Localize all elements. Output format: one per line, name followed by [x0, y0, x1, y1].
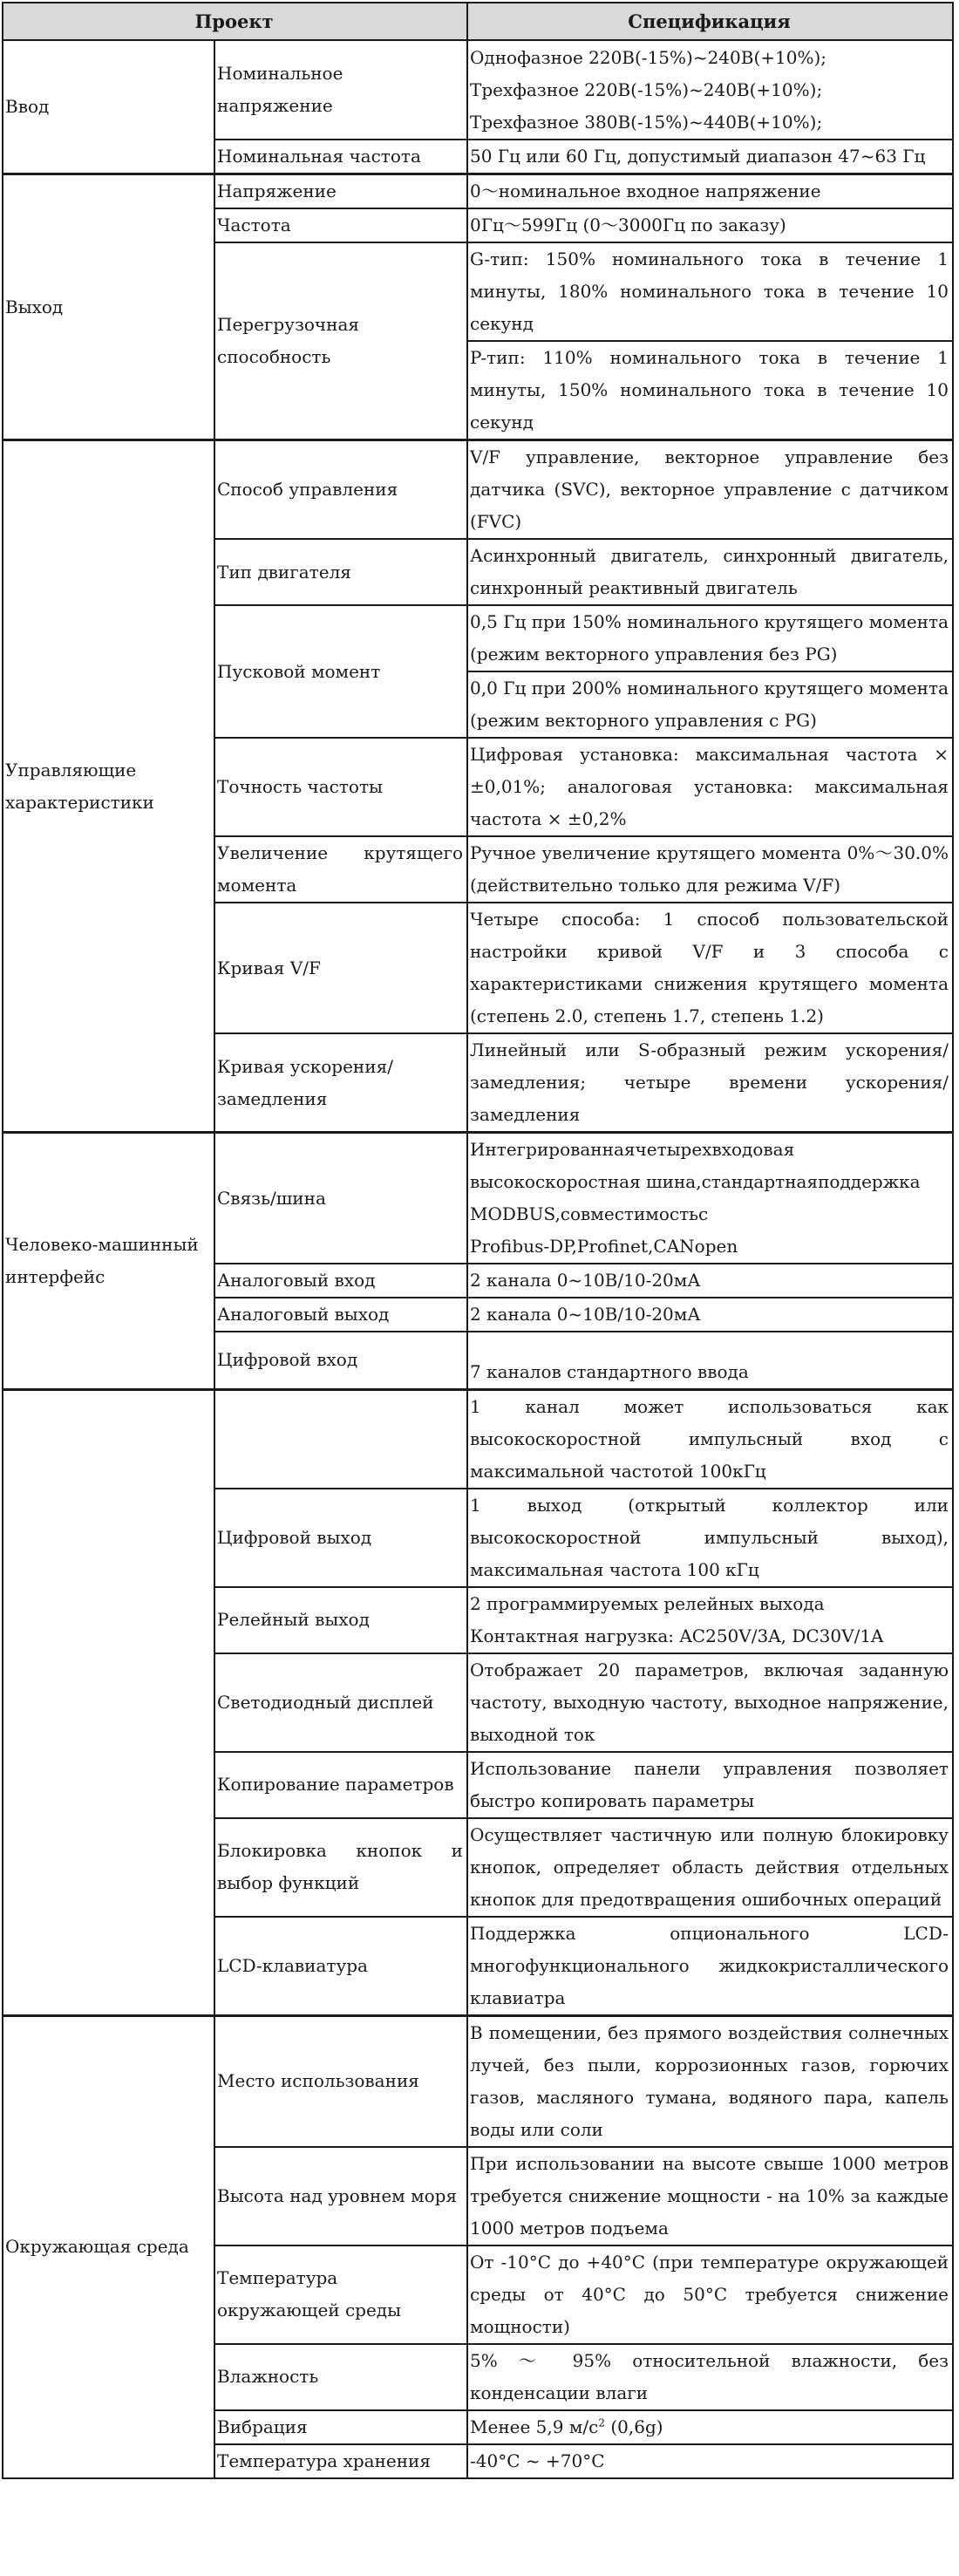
- spec-value: Отображает 20 параметров, включая заданную частоту, выходную частоту, выходное напряжение, выходной ток: [467, 1653, 953, 1752]
- item-label: [214, 1389, 467, 1489]
- spec-line: 2 программируемых релейных выхода: [470, 1592, 825, 1614]
- item-label: Высота над уровнем моря: [214, 2147, 467, 2245]
- spec-line: Трехфазное 220В(-15%)~240В(+10%);: [470, 78, 823, 100]
- spec-value: 2 канала 0~10В/10-20мА: [467, 1264, 953, 1298]
- item-label: Влажность: [214, 2344, 467, 2410]
- item-label: LCD-клавиатура: [214, 1917, 467, 2016]
- spec-value: 1 выход (открытый коллектор или высокоскоростной импульсный выход), максимальная частота 100 кГц: [467, 1489, 953, 1587]
- section-label-input: Ввод: [3, 40, 214, 174]
- spec-line: Profibus-DP,Profinet,CANopen: [470, 1236, 738, 1257]
- item-label: Блокировка кнопок и выбор функций: [214, 1818, 467, 1917]
- item-label: Аналоговый вход: [214, 1264, 467, 1298]
- spec-value: 2 канала 0~10В/10-20мА: [467, 1298, 953, 1332]
- spec-value: Использование панели управления позволяет быстро копировать параметры: [467, 1752, 953, 1818]
- spec-value: 0,5 Гц при 150% номинального крутящего момента (режим векторного управления без PG): [467, 605, 953, 671]
- item-label: Температура хранения: [214, 2444, 467, 2478]
- item-label: Копирование параметров: [214, 1752, 467, 1818]
- item-label: Светодиодный дисплей: [214, 1653, 467, 1752]
- spec-value: 7 каналов стандартного ввода: [467, 1332, 953, 1389]
- superscript: 2: [598, 2416, 605, 2429]
- spec-value: Цифровая установка: максимальная частота × ±0,01%; аналоговая установка: максимальная частота × ±0,2%: [467, 738, 953, 836]
- spec-value: 0～номинальное входное напряжение: [467, 174, 953, 209]
- spec-line: Однофазное 220В(-15%)~240В(+10%);: [470, 46, 827, 68]
- spec-value: 5% ～ 95% относительной влажности, без конденсации влаги: [467, 2344, 953, 2410]
- spec-value: [467, 1587, 953, 1653]
- spec-value: [467, 2410, 953, 2444]
- item-label: Напряжение: [214, 174, 467, 209]
- spec-value: 0Гц～599Гц (0～3000Гц по заказу): [467, 208, 953, 242]
- spec-line: Контактная нагрузка: AC250V/3A, DC30V/1A: [470, 1625, 884, 1646]
- spec-value: Ручное увеличение крутящего момента 0%～30.0% (действительно только для режима V/F): [467, 836, 953, 903]
- item-label: Тип двигателя: [214, 539, 467, 605]
- spec-line: MODBUS,совместимостьс: [470, 1203, 709, 1224]
- section-label-output: Выход: [3, 174, 214, 440]
- table-row: [3, 1133, 953, 1264]
- item-label: Увеличение крутящего момента: [214, 836, 467, 903]
- item-label: Аналоговый выход: [214, 1298, 467, 1332]
- spec-line: высокоскоростная шина,стандартнаяподдержка: [470, 1171, 921, 1192]
- item-label: Номинальное напряжение: [214, 40, 467, 140]
- spec-value: [467, 1133, 953, 1264]
- spec-line: Трехфазное 380В(-15%)~440В(+10%);: [470, 111, 823, 133]
- section-label-hmi: Человеко-машинный интерфейс: [3, 1133, 214, 1390]
- item-label: Точность частоты: [214, 738, 467, 836]
- spec-value: 1 канал может использоваться как высокоскоростной импульсный вход с максимальной частотой 100кГц: [467, 1389, 953, 1489]
- spec-value: Осуществляет частичную или полную блокировку кнопок, определяет область действия отдельных кнопок для предотвращения ошибочных операций: [467, 1818, 953, 1917]
- spec-value: Поддержка опционального LCD-многофункционального жидкокристаллического клавиатра: [467, 1917, 953, 2016]
- item-label: Перегрузочная способность: [214, 242, 467, 440]
- item-label: Связь/шина: [214, 1133, 467, 1264]
- item-label: Цифровой выход: [214, 1489, 467, 1587]
- spec-value: В помещении, без прямого воздействия солнечных лучей, без пыли, коррозионных газов, горючих газов, масляного тумана, водяного пара, капель воды или соли: [467, 2015, 953, 2147]
- spec-value: [467, 40, 953, 140]
- table-row: [3, 440, 953, 540]
- section-label-environment: Окружающая среда: [3, 2015, 214, 2478]
- spec-text: Менее 5,9 м/с: [470, 2416, 599, 2437]
- spec-value: От -10°C до +40°C (при температуре окружающей среды от 40°C до 50°C требуется снижение мощности): [467, 2245, 953, 2344]
- item-label: Кривая ускорения/замедления: [214, 1033, 467, 1133]
- item-label: Способ управления: [214, 440, 467, 540]
- header-specification: Спецификация: [467, 3, 953, 40]
- item-label: Место использования: [214, 2015, 467, 2147]
- table-row: [3, 174, 953, 209]
- table-row: [3, 40, 953, 140]
- table-header-row: [3, 3, 953, 40]
- item-label: Вибрация: [214, 2410, 467, 2444]
- item-label: Температура окружающей среды: [214, 2245, 467, 2344]
- spec-text: (0,6g): [604, 2416, 663, 2437]
- item-label: Релейный выход: [214, 1587, 467, 1653]
- spec-value: V/F управление, векторное управление без датчика (SVC), векторное управление с датчиком (FVC): [467, 440, 953, 540]
- spec-value: G-тип: 150% номинального тока в течение 1 минуты, 180% номинального тока в течение 10 секунд: [467, 242, 953, 341]
- item-label: Цифровой вход: [214, 1332, 467, 1389]
- spec-value: Четыре способа: 1 способ пользовательской настройки кривой V/F и 3 способа с характеристиками снижения крутящего момента (степень 2.0, степень 1.7, степень 1.2): [467, 903, 953, 1033]
- spec-value: При использовании на высоте свыше 1000 метров требуется снижение мощности - на 10% за каждые 1000 метров подъема: [467, 2147, 953, 2245]
- item-label: Пусковой момент: [214, 605, 467, 738]
- spec-value: 0,0 Гц при 200% номинального крутящего момента (режим векторного управления с PG): [467, 671, 953, 738]
- item-label: Частота: [214, 208, 467, 242]
- spec-line: Интегрированнаячетырехвходовая: [470, 1139, 795, 1160]
- header-project: Проект: [3, 3, 467, 40]
- spec-value: -40°C ~ +70°C: [467, 2444, 953, 2478]
- specification-table: [2, 2, 954, 2479]
- table-row: [3, 1389, 953, 1489]
- section-label-misc: [3, 1389, 214, 2015]
- table-row: [3, 2015, 953, 2147]
- spec-value: P-тип: 110% номинального тока в течение 1 минуты, 150% номинального тока в течение 10 секунд: [467, 341, 953, 440]
- section-label-control: Управляющие характеристики: [3, 440, 214, 1133]
- spec-value: Асинхронный двигатель, синхронный двигатель, синхронный реактивный двигатель: [467, 539, 953, 605]
- spec-value: 50 Гц или 60 Гц, допустимый диапазон 47~63 Гц: [467, 140, 953, 174]
- item-label: Номинальная частота: [214, 140, 467, 174]
- item-label: Кривая V/F: [214, 903, 467, 1033]
- spec-value: Линейный или S-образный режим ускорения/замедления; четыре времени ускорения/замедления: [467, 1033, 953, 1133]
